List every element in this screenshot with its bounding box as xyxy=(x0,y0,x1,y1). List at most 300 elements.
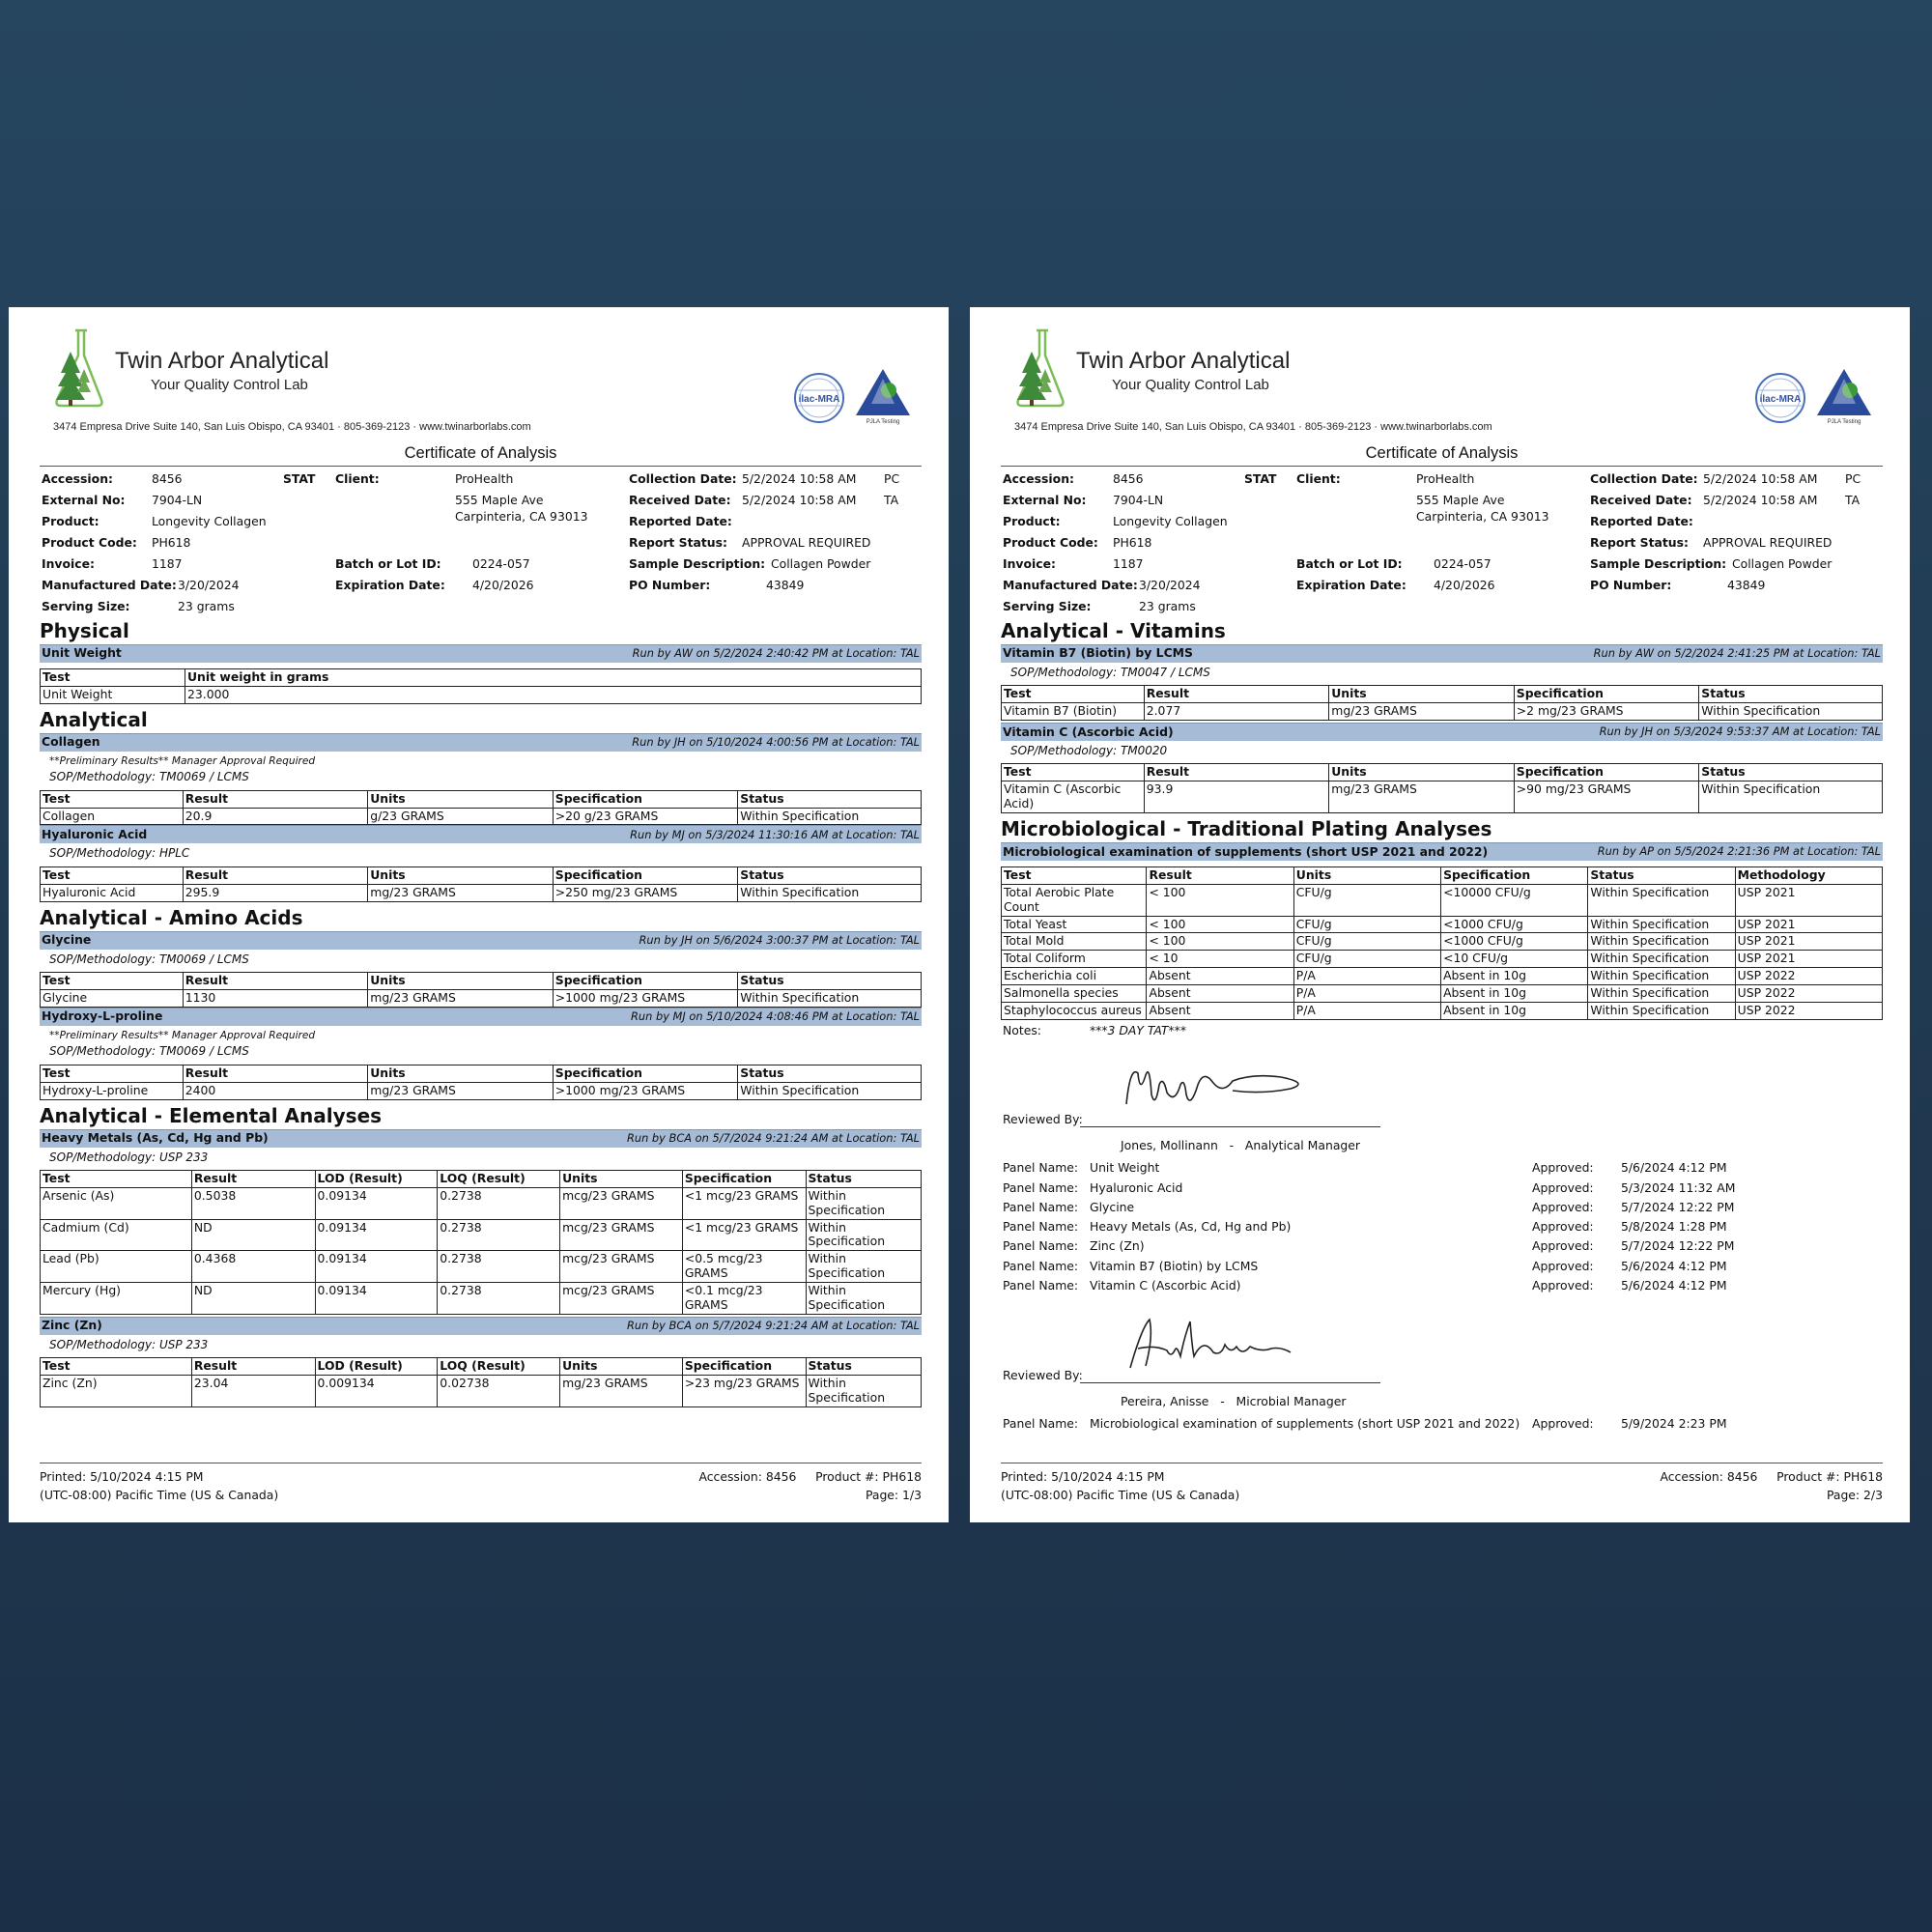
sample-desc-label: Sample Description: xyxy=(1590,555,1727,571)
table-cell: >250 mg/23 GRAMS xyxy=(553,884,738,901)
column-header: Result xyxy=(191,1358,315,1376)
column-header: Unit weight in grams xyxy=(185,668,922,686)
panel-title: Unit Weight xyxy=(42,645,122,661)
table-cell: Total Yeast xyxy=(1002,916,1147,933)
panel-bar-hyaluronic xyxy=(40,825,922,843)
table-cell: <0.1 mcg/23 GRAMS xyxy=(682,1283,806,1315)
letterhead xyxy=(1001,323,1883,433)
accession-label: Accession: xyxy=(1003,470,1074,486)
table-cell: USP 2022 xyxy=(1735,985,1882,1003)
panel-title: Hydroxy-L-proline xyxy=(42,1009,163,1024)
approved-label: Approved: xyxy=(1532,1160,1594,1176)
timezone: (UTC-08:00) Pacific Time (US & Canada) xyxy=(40,1488,279,1503)
signature-line xyxy=(1080,1382,1380,1383)
sample-desc-value: Collagen Powder xyxy=(771,555,871,571)
panel-bar-heavy-metals xyxy=(40,1129,922,1148)
batch-value: 0224-057 xyxy=(472,555,530,571)
lab-tagline: Your Quality Control Lab xyxy=(1112,377,1269,393)
table-cell: Absent xyxy=(1147,985,1293,1003)
column-header: Result xyxy=(191,1170,315,1187)
run-info: Run by JH on 5/3/2024 9:53:37 AM at Location: TAL xyxy=(1599,724,1881,739)
approval-row xyxy=(1001,1159,1883,1179)
table-cell: mg/23 GRAMS xyxy=(1329,703,1515,721)
external-label: External No: xyxy=(42,492,126,507)
product-code-label: Product Code: xyxy=(1003,534,1098,550)
table-cell: 2.077 xyxy=(1144,703,1329,721)
panel-bar-vitamin-c xyxy=(1001,723,1883,741)
lab-address: 3474 Empresa Drive Suite 140, San Luis Obispo, CA 93401 · 805-369-2123 · www.twinarborlabs.com xyxy=(1014,421,1492,433)
product-code-value: PH618 xyxy=(152,534,191,550)
printed-date: Printed: 5/10/2024 4:15 PM xyxy=(40,1469,204,1484)
run-info: Run by MJ on 5/10/2024 4:08:46 PM at Location: TAL xyxy=(630,1009,920,1023)
column-header: Specification xyxy=(1514,686,1699,703)
collection-code: PC xyxy=(1845,470,1861,486)
page-number: Page: 2/3 xyxy=(1826,1488,1883,1503)
panel-name-value: Vitamin B7 (Biotin) by LCMS xyxy=(1090,1258,1259,1273)
approved-label: Approved: xyxy=(1532,1258,1594,1273)
reviewed-by-label: Reviewed By: xyxy=(1003,1111,1083,1126)
table-cell: USP 2021 xyxy=(1735,933,1882,951)
client-address-2: Carpinteria, CA 93013 xyxy=(1416,508,1549,524)
svg-text:ilac-MRA: ilac-MRA xyxy=(1759,394,1802,405)
panel-title: Zinc (Zn) xyxy=(42,1318,102,1333)
sample-info-block xyxy=(40,467,922,615)
panel-bar-collagen xyxy=(40,733,922,752)
sop-method: SOP/Methodology: TM0069 / LCMS xyxy=(49,952,249,966)
table-row xyxy=(41,884,922,901)
table-cell: Lead (Pb) xyxy=(41,1251,192,1283)
client-label: Client: xyxy=(335,470,380,486)
run-info: Run by AP on 5/5/2024 2:21:36 PM at Location: TAL xyxy=(1597,844,1881,859)
column-header: Result xyxy=(183,1065,368,1082)
table-cell: CFU/g xyxy=(1293,916,1440,933)
table-cell: Absent in 10g xyxy=(1441,1002,1588,1019)
manufactured-label: Manufactured Date: xyxy=(1003,577,1138,592)
column-header: Status xyxy=(738,972,922,989)
vitamin-c-table xyxy=(1001,763,1883,813)
approvals-list-1 xyxy=(1001,1159,1883,1296)
table-cell: >1000 mg/23 GRAMS xyxy=(553,989,738,1007)
column-header: Result xyxy=(1144,686,1329,703)
expiration-label: Expiration Date: xyxy=(335,577,445,592)
stat-flag: STAT xyxy=(283,470,316,486)
panel-bar-biotin xyxy=(1001,644,1883,663)
table-row xyxy=(1002,951,1883,968)
column-header: Units xyxy=(368,867,554,884)
client-address-1: 555 Maple Ave xyxy=(455,492,544,507)
serving-label: Serving Size: xyxy=(1003,598,1092,613)
received-label: Received Date: xyxy=(1590,492,1692,507)
accreditation-logos-icon xyxy=(1749,365,1875,433)
sop-method: SOP/Methodology: TM0047 / LCMS xyxy=(1010,665,1210,679)
table-cell: Total Coliform xyxy=(1002,951,1147,968)
client-name: ProHealth xyxy=(1416,470,1475,486)
table-cell: >23 mg/23 GRAMS xyxy=(682,1376,806,1407)
panel-name-label: Panel Name: xyxy=(1003,1160,1079,1176)
table-cell: < 10 xyxy=(1147,951,1293,968)
column-header: Units xyxy=(560,1170,683,1187)
table-cell: Within Specification xyxy=(1588,884,1735,916)
table-row xyxy=(1002,933,1883,951)
table-cell: mg/23 GRAMS xyxy=(1329,781,1515,813)
table-cell: >90 mg/23 GRAMS xyxy=(1514,781,1699,813)
column-header: Specification xyxy=(682,1358,806,1376)
table-cell: USP 2021 xyxy=(1735,884,1882,916)
panel-title: Microbiological examination of supplements (short USP 2021 and 2022) xyxy=(1003,843,1489,859)
approved-value: 5/6/2024 4:12 PM xyxy=(1621,1258,1727,1273)
column-header: LOQ (Result) xyxy=(438,1170,560,1187)
run-info: Run by JH on 5/10/2024 4:00:56 PM at Location: TAL xyxy=(632,734,920,749)
panel-name-value: Unit Weight xyxy=(1090,1160,1160,1176)
invoice-label: Invoice: xyxy=(42,555,95,571)
table-cell: 0.09134 xyxy=(315,1187,438,1219)
column-header: Specification xyxy=(553,867,738,884)
approved-label: Approved: xyxy=(1532,1238,1594,1254)
table-row xyxy=(41,1283,922,1315)
column-header: Result xyxy=(1144,764,1329,781)
run-info: Run by MJ on 5/3/2024 11:30:16 AM at Location: TAL xyxy=(630,827,920,841)
table-cell: USP 2021 xyxy=(1735,951,1882,968)
approval-row xyxy=(1001,1257,1883,1276)
received-value: 5/2/2024 10:58 AM xyxy=(1703,492,1818,507)
signature-jones-icon xyxy=(1117,1056,1329,1123)
table-cell: 0.2738 xyxy=(438,1219,560,1251)
expiration-value: 4/20/2026 xyxy=(1434,577,1495,592)
table-row xyxy=(1002,1002,1883,1019)
table-cell: Within Specification xyxy=(806,1251,922,1283)
column-header: Specification xyxy=(553,972,738,989)
table-cell: Glycine xyxy=(41,989,184,1007)
column-header: Specification xyxy=(1514,764,1699,781)
approval-row xyxy=(1001,1198,1883,1217)
table-cell: >2 mg/23 GRAMS xyxy=(1514,703,1699,721)
column-header: Result xyxy=(183,867,368,884)
external-label: External No: xyxy=(1003,492,1087,507)
external-value: 7904-LN xyxy=(152,492,203,507)
reported-label: Reported Date: xyxy=(1590,513,1693,528)
serving-label: Serving Size: xyxy=(42,598,130,613)
letterhead xyxy=(40,323,922,433)
approved-value: 5/9/2024 2:23 PM xyxy=(1621,1416,1727,1432)
column-header: Test xyxy=(1002,764,1145,781)
table-cell: < 100 xyxy=(1147,933,1293,951)
po-label: PO Number: xyxy=(1590,577,1672,592)
approved-label: Approved: xyxy=(1532,1199,1594,1214)
table-cell: mcg/23 GRAMS xyxy=(560,1187,683,1219)
approved-label: Approved: xyxy=(1532,1416,1594,1432)
table-cell: mcg/23 GRAMS xyxy=(560,1283,683,1315)
panel-title: Hyaluronic Acid xyxy=(42,826,148,841)
table-row xyxy=(41,989,922,1007)
table-cell: Within Specification xyxy=(806,1187,922,1219)
column-header: Result xyxy=(1147,867,1293,884)
table-cell: 0.2738 xyxy=(438,1283,560,1315)
micro-table xyxy=(1001,867,1883,1020)
approval-row xyxy=(1001,1276,1883,1295)
flask-tree-logo-icon xyxy=(1010,327,1068,408)
column-header: Test xyxy=(41,1065,184,1082)
table-cell: USP 2022 xyxy=(1735,968,1882,985)
table-cell: mg/23 GRAMS xyxy=(560,1376,683,1407)
product-value: Longevity Collagen xyxy=(152,513,267,528)
table-cell: <1 mcg/23 GRAMS xyxy=(682,1187,806,1219)
panel-name-value: Microbiological examination of supplements (short USP 2021 and 2022) xyxy=(1090,1416,1520,1432)
table-cell: 0.02738 xyxy=(438,1376,560,1407)
zinc-table xyxy=(40,1357,922,1407)
section-elemental: Analytical - Elemental Analyses xyxy=(40,1103,383,1127)
reviewer-1: Jones, Mollinann - Analytical Manager xyxy=(1121,1137,1360,1152)
batch-label: Batch or Lot ID: xyxy=(335,555,441,571)
table-cell: USP 2022 xyxy=(1735,1002,1882,1019)
panel-name-label: Panel Name: xyxy=(1003,1258,1079,1273)
table-cell: <1000 CFU/g xyxy=(1441,933,1588,951)
table-cell: g/23 GRAMS xyxy=(368,808,554,825)
table-cell: Within Specification xyxy=(806,1376,922,1407)
received-value: 5/2/2024 10:58 AM xyxy=(742,492,857,507)
panel-bar-hydroxyproline xyxy=(40,1008,922,1026)
sop-method: SOP/Methodology: TM0069 / LCMS xyxy=(49,1044,249,1059)
table-cell: Within Specification xyxy=(738,1082,922,1099)
table-cell: ND xyxy=(191,1283,315,1315)
table-cell: Within Specification xyxy=(1588,985,1735,1003)
stat-flag: STAT xyxy=(1244,470,1277,486)
column-header: Units xyxy=(368,1065,554,1082)
lab-name: Twin Arbor Analytical xyxy=(1076,348,1291,374)
manufactured-value: 3/20/2024 xyxy=(1139,577,1201,592)
accession-value: 8456 xyxy=(152,470,183,486)
panel-title: Vitamin C (Ascorbic Acid) xyxy=(1003,724,1174,739)
sop-method: SOP/Methodology: TM0020 xyxy=(1010,743,1168,757)
column-header: Test xyxy=(41,972,184,989)
table-cell: Cadmium (Cd) xyxy=(41,1219,192,1251)
column-header: Test xyxy=(41,1170,192,1187)
table-cell: < 100 xyxy=(1147,884,1293,916)
product-label: Product: xyxy=(42,513,99,528)
table-cell: 0.09134 xyxy=(315,1283,438,1315)
approvals-list-2 xyxy=(1001,1415,1883,1435)
panel-bar-zinc xyxy=(40,1317,922,1335)
column-header: Test xyxy=(1002,686,1145,703)
table-cell: Within Specification xyxy=(1699,781,1883,813)
panel-name-value: Zinc (Zn) xyxy=(1090,1238,1145,1254)
approved-value: 5/3/2024 11:32 AM xyxy=(1621,1179,1736,1195)
collection-label: Collection Date: xyxy=(1590,470,1698,486)
section-analytical: Analytical xyxy=(40,707,148,731)
table-cell: Absent xyxy=(1147,1002,1293,1019)
table-cell: <1000 CFU/g xyxy=(1441,916,1588,933)
run-info: Run by BCA on 5/7/2024 9:21:24 AM at Location: TAL xyxy=(626,1318,920,1332)
column-header: Test xyxy=(1002,867,1147,884)
invoice-value: 1187 xyxy=(1113,555,1144,571)
page-footer xyxy=(1001,1463,1883,1503)
approval-row xyxy=(1001,1415,1883,1435)
biotin-table xyxy=(1001,685,1883,721)
table-cell: 0.009134 xyxy=(315,1376,438,1407)
preliminary-note: **Preliminary Results** Manager Approval Required xyxy=(49,1029,316,1041)
column-header: Test xyxy=(41,1358,192,1376)
panel-bar-unit-weight xyxy=(40,644,922,663)
column-header: Result xyxy=(183,972,368,989)
po-value: 43849 xyxy=(766,577,805,592)
svg-text:PJLA Testing: PJLA Testing xyxy=(866,419,900,425)
notes-value: ***3 DAY TAT*** xyxy=(1089,1022,1187,1037)
run-info: Run by AW on 5/2/2024 2:40:42 PM at Location: TAL xyxy=(632,645,920,660)
table-row xyxy=(41,1251,922,1283)
svg-text:PJLA Testing: PJLA Testing xyxy=(1827,419,1861,425)
client-address-2: Carpinteria, CA 93013 xyxy=(455,508,588,524)
approved-value: 5/7/2024 12:22 PM xyxy=(1621,1199,1735,1214)
column-header: Units xyxy=(560,1358,683,1376)
table-cell: Within Specification xyxy=(1588,951,1735,968)
manufactured-value: 3/20/2024 xyxy=(178,577,240,592)
column-header: LOD (Result) xyxy=(315,1358,438,1376)
panel-title: Glycine xyxy=(42,932,92,948)
flask-tree-logo-icon xyxy=(49,327,107,408)
approved-value: 5/7/2024 12:22 PM xyxy=(1621,1238,1735,1254)
table-cell: CFU/g xyxy=(1293,951,1440,968)
accession-value: 8456 xyxy=(1113,470,1144,486)
batch-label: Batch or Lot ID: xyxy=(1296,555,1403,571)
column-header: Status xyxy=(738,867,922,884)
table-cell: Vitamin B7 (Biotin) xyxy=(1002,703,1145,721)
table-cell: P/A xyxy=(1293,985,1440,1003)
table-cell: Absent in 10g xyxy=(1441,968,1588,985)
approved-label: Approved: xyxy=(1532,1179,1594,1195)
table-cell: 2400 xyxy=(183,1082,368,1099)
approved-value: 5/8/2024 1:28 PM xyxy=(1621,1219,1727,1235)
table-cell: Within Specification xyxy=(1588,1002,1735,1019)
table-cell: Salmonella species xyxy=(1002,985,1147,1003)
page-footer xyxy=(40,1463,922,1503)
table-cell: Hydroxy-L-proline xyxy=(41,1082,184,1099)
reviewed-by-label: Reviewed By: xyxy=(1003,1367,1083,1382)
collagen-table xyxy=(40,790,922,826)
column-header: LOQ (Result) xyxy=(438,1358,560,1376)
timezone: (UTC-08:00) Pacific Time (US & Canada) xyxy=(1001,1488,1240,1503)
approval-row xyxy=(1001,1217,1883,1236)
approved-label: Approved: xyxy=(1532,1219,1594,1235)
column-header: Test xyxy=(41,867,184,884)
product-label: Product: xyxy=(1003,513,1061,528)
panel-name-label: Panel Name: xyxy=(1003,1179,1079,1195)
panel-title: Collagen xyxy=(42,734,100,750)
table-cell: 0.2738 xyxy=(438,1187,560,1219)
column-header: Units xyxy=(368,790,554,808)
footer-accession: Accession: 8456 Product #: PH618 xyxy=(698,1469,922,1484)
panel-name-label: Panel Name: xyxy=(1003,1219,1079,1235)
lab-address: 3474 Empresa Drive Suite 140, San Luis Obispo, CA 93401 · 805-369-2123 · www.twinarborlabs.com xyxy=(53,421,531,433)
table-cell: USP 2021 xyxy=(1735,916,1882,933)
sop-method: SOP/Methodology: USP 233 xyxy=(49,1337,209,1351)
table-cell: 20.9 xyxy=(183,808,368,825)
table-cell: Escherichia coli xyxy=(1002,968,1147,985)
approved-value: 5/6/2024 4:12 PM xyxy=(1621,1160,1727,1176)
table-cell: < 100 xyxy=(1147,916,1293,933)
table-cell: <1 mcg/23 GRAMS xyxy=(682,1219,806,1251)
table-row xyxy=(1002,703,1883,721)
table-cell: Within Specification xyxy=(1588,916,1735,933)
run-info: Run by JH on 5/6/2024 3:00:37 PM at Location: TAL xyxy=(639,932,920,947)
column-header: Specification xyxy=(553,790,738,808)
lab-tagline: Your Quality Control Lab xyxy=(151,377,308,393)
sample-desc-value: Collagen Powder xyxy=(1732,555,1833,571)
table-cell: 93.9 xyxy=(1144,781,1329,813)
panel-name-label: Panel Name: xyxy=(1003,1416,1079,1432)
po-value: 43849 xyxy=(1727,577,1766,592)
table-row xyxy=(41,1187,922,1219)
report-status-label: Report Status: xyxy=(629,534,727,550)
table-cell: ND xyxy=(191,1219,315,1251)
panel-bar-glycine xyxy=(40,931,922,950)
table-row xyxy=(1002,884,1883,916)
report-status-value: APPROVAL REQUIRED xyxy=(1703,534,1833,550)
panel-bar-micro xyxy=(1001,842,1883,861)
reviewer-2: Pereira, Anisse - Microbial Manager xyxy=(1121,1393,1347,1408)
column-header: Units xyxy=(1329,686,1515,703)
column-header: LOD (Result) xyxy=(315,1170,438,1187)
svg-text:ilac-MRA: ilac-MRA xyxy=(798,394,840,405)
table-cell: CFU/g xyxy=(1293,933,1440,951)
table-cell: mg/23 GRAMS xyxy=(368,1082,554,1099)
sample-desc-label: Sample Description: xyxy=(629,555,766,571)
notes xyxy=(1001,1020,1883,1038)
table-cell: Zinc (Zn) xyxy=(41,1376,192,1407)
table-cell: 0.09134 xyxy=(315,1219,438,1251)
product-code-value: PH618 xyxy=(1113,534,1152,550)
table-cell: P/A xyxy=(1293,968,1440,985)
invoice-label: Invoice: xyxy=(1003,555,1056,571)
review-block-2 xyxy=(1001,1308,1883,1389)
table-cell: Absent in 10g xyxy=(1441,985,1588,1003)
table-cell: Within Specification xyxy=(738,989,922,1007)
table-cell: Collagen xyxy=(41,808,184,825)
panel-name-value: Heavy Metals (As, Cd, Hg and Pb) xyxy=(1090,1219,1292,1235)
sop-method: SOP/Methodology: HPLC xyxy=(49,846,190,861)
sop-method: SOP/Methodology: USP 233 xyxy=(49,1150,209,1164)
table-cell: mcg/23 GRAMS xyxy=(560,1219,683,1251)
approval-row xyxy=(1001,1179,1883,1198)
client-address-1: 555 Maple Ave xyxy=(1416,492,1505,507)
table-cell: 23.000 xyxy=(185,686,922,703)
column-header: Specification xyxy=(682,1170,806,1187)
column-header: Status xyxy=(1699,764,1883,781)
table-cell: mcg/23 GRAMS xyxy=(560,1251,683,1283)
approved-label: Approved: xyxy=(1532,1278,1594,1293)
table-cell: Mercury (Hg) xyxy=(41,1283,192,1315)
page-number: Page: 1/3 xyxy=(865,1488,922,1503)
serving-value: 23 grams xyxy=(1139,598,1196,613)
document-title: Certificate of Analysis xyxy=(1001,444,1883,467)
table-cell: mg/23 GRAMS xyxy=(368,989,554,1007)
column-header: Units xyxy=(368,972,554,989)
table-cell: Arsenic (As) xyxy=(41,1187,192,1219)
client-label: Client: xyxy=(1296,470,1341,486)
column-header: Status xyxy=(806,1358,922,1376)
received-code: TA xyxy=(1845,492,1861,507)
table-cell: Within Specification xyxy=(806,1283,922,1315)
table-cell: Within Specification xyxy=(1588,968,1735,985)
manufactured-label: Manufactured Date: xyxy=(42,577,177,592)
table-cell: <10 CFU/g xyxy=(1441,951,1588,968)
panel-name-value: Glycine xyxy=(1090,1199,1135,1214)
column-header: Specification xyxy=(553,1065,738,1082)
table-row xyxy=(41,1376,922,1407)
collection-value: 5/2/2024 10:58 AM xyxy=(742,470,857,486)
table-cell: 0.5038 xyxy=(191,1187,315,1219)
table-row xyxy=(1002,985,1883,1003)
table-row xyxy=(1002,916,1883,933)
table-cell: 1130 xyxy=(183,989,368,1007)
